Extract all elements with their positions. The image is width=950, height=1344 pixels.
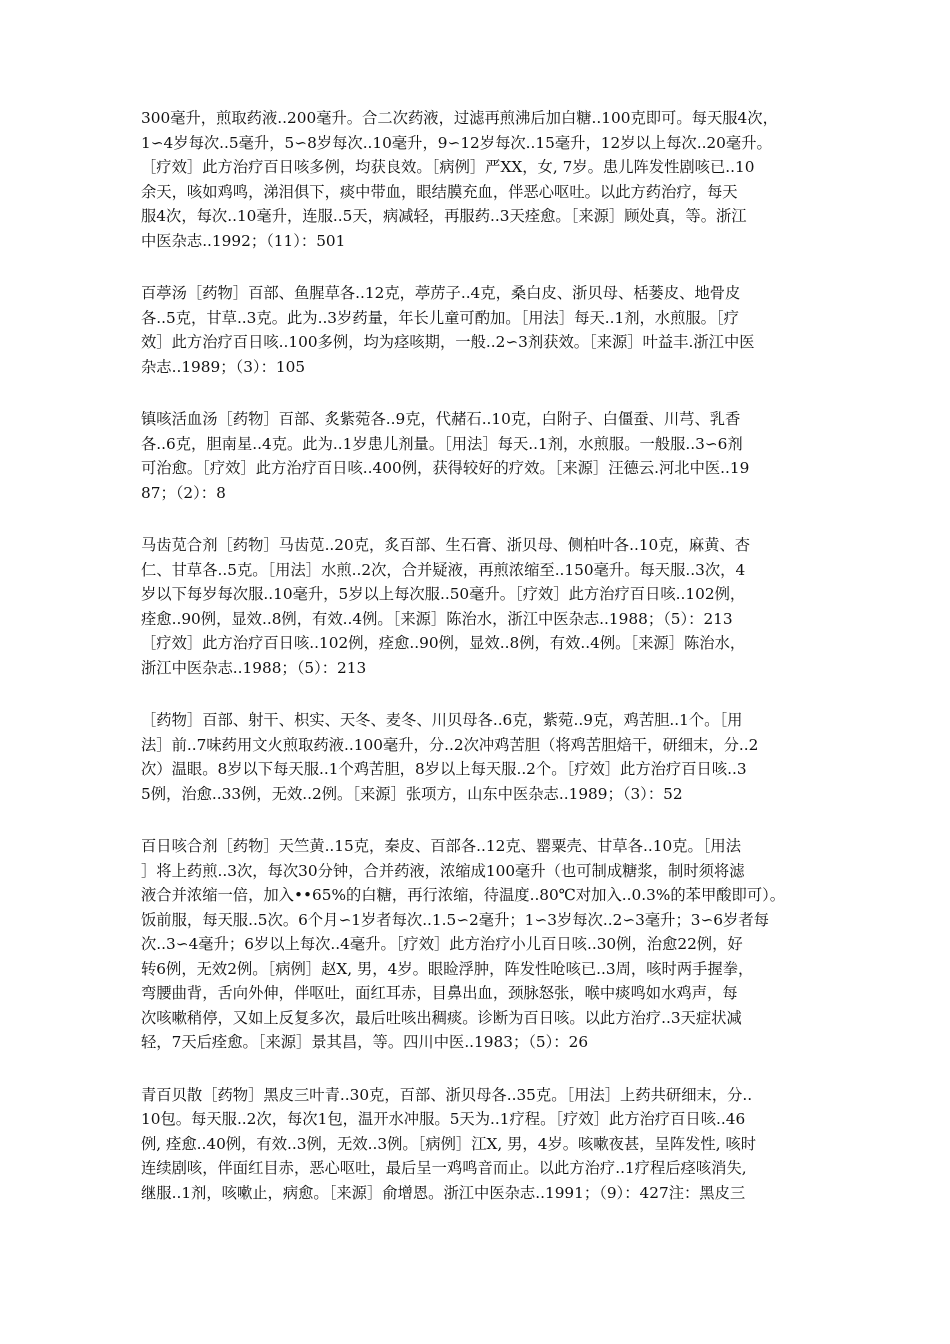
text-line: 杂志..1989；（3）：105 [141, 357, 306, 376]
paragraph [141, 407, 831, 505]
text-line: 1∽4岁每次..5毫升，5∽8岁每次..10毫升，9∽12岁每次..15毫升，12岁以上每次..20毫升。 [141, 133, 772, 152]
text-line: 300毫升，煎取药液..200毫升。合二次药液，过滤再煎沸后加白糖..100克即可。每天服4次， [141, 109, 778, 127]
paragraph [141, 106, 831, 253]
text-line: 马齿苋合剂［药物］马齿苋..20克，炙百部、生石膏、浙贝母、侧柏叶各..10克，麻黄、杏 [141, 536, 751, 554]
text-line: 仁、甘草各..5克。［用法］水煎..2次，合并疑液，再煎浓缩至..150毫升。每天服..3次，4 [141, 560, 746, 579]
text-line: 液合并浓缩一倍，加入••65%的白糖，再行浓缩，待温度..80℃对加入..0.3%的苯甲酸即可）。 [141, 886, 786, 904]
text-line: 镇咳活血汤［药物］百部、炙紫菀各..9克，代赭石..10克，白附子、白僵蚕、川芎、乳香 [141, 410, 741, 428]
text-line: 效］此方治疗百日咳..100多例，均为痉咳期，一般..2∽3剂获效。［来源］叶益丰.浙江中医 [141, 333, 755, 351]
text-line: 各..6克，胆南星..4克。此为..1岁患儿剂量。［用法］每天..1剂，水煎服。一般服..3∽6剂 [141, 434, 743, 453]
text-line: ［疗效］此方治疗百日咳..102例，痊愈..90例，显效..8例，有效..4例。［来源］陈治水， [141, 634, 746, 652]
text-line: ［疗效］此方治疗百日咳多例，均获良效。［病例］严XX，女, 7岁。患儿阵发性剧咳已..10 [141, 158, 755, 176]
text-line: 中医杂志..1992；（11）：501 [141, 231, 346, 250]
text-line: 百葶汤［药物］百部、鱼腥草各..12克，葶苈子..4克，桑白皮、浙贝母、栝蒌皮、地骨皮 [141, 284, 741, 302]
text-line: 青百贝散［药物］黑皮三叶青..30克，百部、浙贝母各..35克。［用法］上药共研细末，分.. [141, 1085, 753, 1104]
text-line: 继服..1剂，咳嗽止，病愈。［来源］俞增恩。浙江中医杂志..1991；（9）：427注：黑皮三 [141, 1183, 746, 1202]
paragraph [141, 708, 831, 806]
text-line: 可治愈。［疗效］此方治疗百日咳..400例，获得较好的疗效。［来源］汪德云.河北中医..19 [141, 459, 750, 477]
text-line: 痊愈..90例，显效..8例，有效..4例。［来源］陈治水，浙江中医杂志..1988；（5）：213 [141, 609, 733, 628]
text-line: 百日咳合剂［药物］天竺黄..15克，秦皮、百部各..12克、罂粟壳、甘草各..10克。［用法 [141, 837, 742, 855]
text-line: 次咳嗽稍停，又如上反复多次，最后吐咳出稠痰。诊断为百日咳。以此方治疗..3天症状减 [141, 1008, 742, 1027]
text-line: 87；（2）：8 [141, 483, 226, 502]
text-line: 次）温眼。8岁以下每天服..1个鸡苦胆，8岁以上每天服..2个。［疗效］此方治疗百日咳..3 [141, 760, 747, 778]
text-line: 浙江中医杂志..1988；（5）：213 [141, 658, 367, 677]
document-page [141, 106, 831, 1233]
text-line: 法］前..7味药用文火煎取药液..100毫升，分..2次冲鸡苦胆（将鸡苦胆焙干，研细末，分..2 [141, 735, 759, 754]
text-line: 弯腰曲背，舌向外伸，伴呕吐，面红耳赤，目鼻出血，颈脉怒张，喉中痰鸣如水鸡声，每 [141, 984, 738, 1002]
text-line: 各..5克，甘草..3克。此为..3岁药量，年长儿童可酌加。［用法］每天..1剂，水煎服。［疗 [141, 308, 739, 327]
text-line: 饭前服，每天服..5次。6个月∽1岁者每次..1.5∽2毫升；1∽3岁每次..2∽3毫升；3∽6岁者每 [141, 910, 769, 929]
paragraph [141, 533, 831, 680]
text-line: 10包。每天服..2次，每次1包，温开水冲服。5天为..1疗程。［疗效］此方治疗百日咳..46 [141, 1110, 746, 1128]
text-line: 转6例，无效2例。［病例］赵X, 男，4岁。眼睑浮肿，阵发性呛咳已..3周，咳时两手握拳， [141, 959, 754, 978]
text-line: ［药物］百部、射干、枳实、天冬、麦冬、川贝母各..6克，紫菀..9克，鸡苦胆..1个。［用 [141, 711, 743, 729]
paragraph [141, 1083, 831, 1206]
text-line: 服4次，每次..10毫升，连服..5天，病减轻，再服药..3天痊愈。［来源］顾处真，等。浙江 [141, 207, 747, 225]
text-line: 岁以下每岁每次服..10毫升，5岁以上每次服..50毫升。［疗效］此方治疗百日咳..102例， [141, 585, 746, 603]
text-line: 轻，7天后痊愈。［来源］景其昌，等。四川中医..1983；（5）：26 [141, 1033, 589, 1051]
text-line: 5例，治愈..33例，无效..2例。［来源］张项方，山东中医杂志..1989；（3）：52 [141, 784, 683, 803]
text-line: 余天，咳如鸡鸣，涕泪俱下，痰中带血，眼结膜充血，伴恶心呕吐。以此方药治疗，每天 [141, 182, 738, 201]
paragraph [141, 834, 831, 1055]
text-line: 次..3∽4毫升；6岁以上每次..4毫升。［疗效］此方治疗小儿百日咳..30例，治愈22例，好 [141, 935, 743, 953]
text-line: 例, 痊愈..40例，有效..3例，无效..3例。［病例］江X, 男，4岁。咳嗽夜甚，呈阵发性, 咳时 [141, 1134, 757, 1153]
text-line: 连续剧咳，伴面红目赤，恶心呕吐，最后呈一鸡鸣音而止。以此方治疗..1疗程后痉咳消失, [141, 1159, 747, 1177]
paragraph [141, 281, 831, 379]
text-line: ］将上药煎..3次，每次30分钟，合并药液，浓缩成100毫升（也可制成糖浆，制时须将滤 [141, 861, 745, 880]
